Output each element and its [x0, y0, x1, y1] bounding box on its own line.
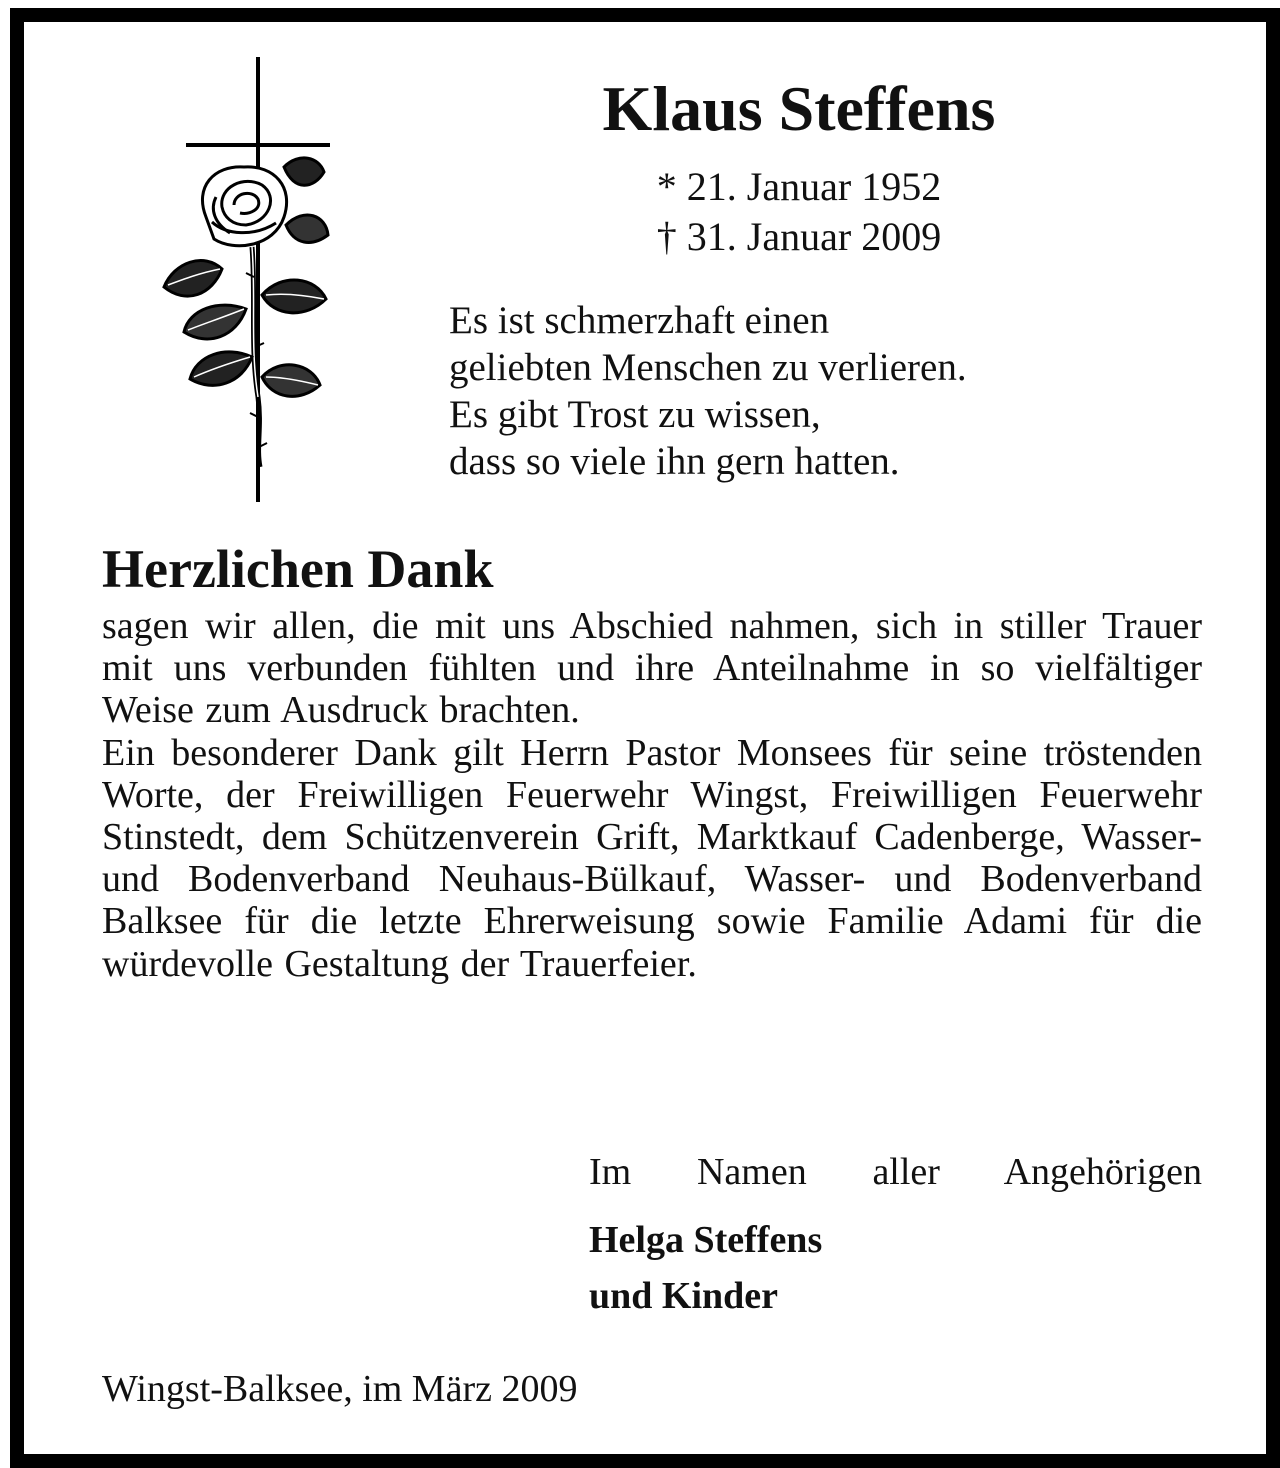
quote-line: geliebten Menschen zu verlieren. [449, 346, 967, 389]
thanks-heading: Herzlichen Dank [102, 539, 494, 599]
death-date: † 31. Januar 2009 [656, 214, 942, 259]
thanks-paragraph: sagen wir allen, die mit uns Abschied nahmen, sich in stiller Trauer mit uns verbunden fühlten und ihre Anteilnahme in so vielfältiger Weise zum Ausdruck brachten. [102, 605, 1202, 732]
place-and-date: Wingst-Balksee, im März 2009 [102, 1368, 578, 1410]
deceased-name: Klaus Steffens [602, 73, 996, 144]
signer-name: Helga Steffens [589, 1219, 823, 1261]
quote-line: dass so viele ihn gern hatten. [449, 440, 900, 483]
cross-with-rose-icon [134, 47, 334, 507]
signer-name: und Kinder [589, 1275, 779, 1317]
quote-line: Es ist schmerzhaft einen [449, 299, 830, 342]
memorial-quote [449, 297, 1209, 485]
birth-date: * 21. Januar 1952 [656, 164, 942, 209]
obituary-notice [10, 8, 1280, 1468]
quote-line: Es gibt Trost zu wissen, [449, 393, 821, 436]
signers [589, 1212, 822, 1324]
thanks-text [102, 605, 1202, 985]
thanks-paragraph: Ein besonderer Dank gilt Herrn Pastor Monsees für seine tröstenden Worte, der Freiwilligen Feuerwehr Wingst, Freiwilligen Feuerwehr Stinstedt, dem Schützenverein Grift, Marktkauf Cadenberge, Wasser- und Bodenverband Neuhaus-Bülkauf, Wasser- und Bodenverband Balksee für die letzte Ehrerweisung sowie Familie Adami für die würdevolle Gestaltung der Trauerfeier. [102, 731, 1202, 985]
life-dates [499, 162, 1099, 262]
signoff-line: Im Namen aller Angehörigen [589, 1151, 1202, 1193]
